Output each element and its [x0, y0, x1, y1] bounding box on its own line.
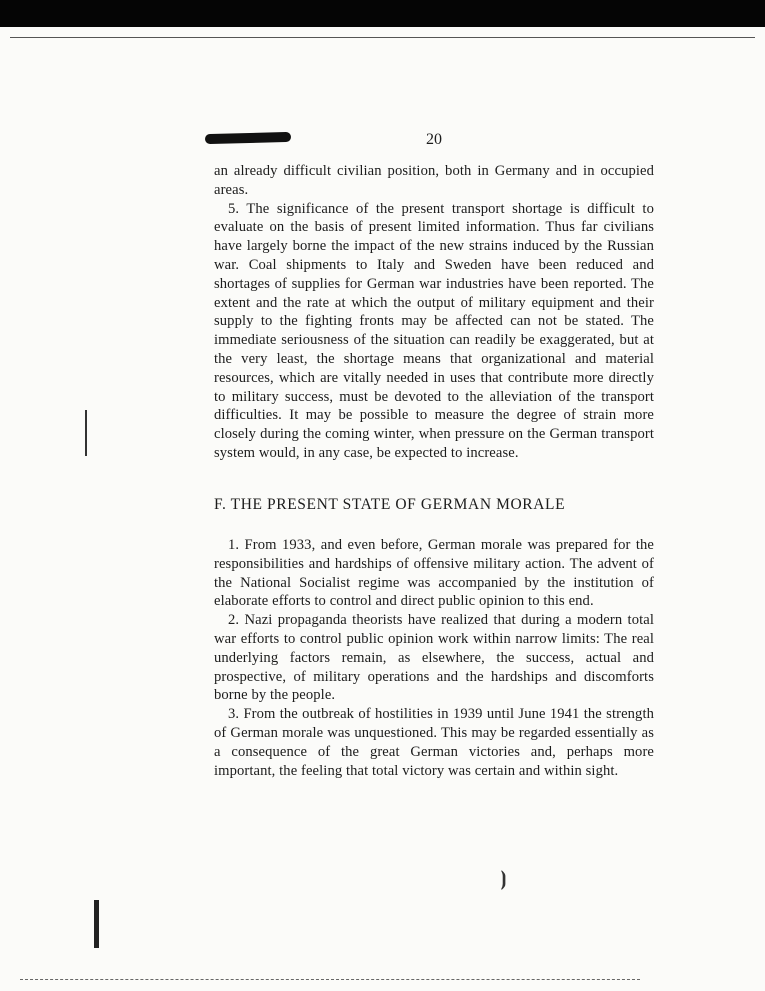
- redaction-mark: [205, 132, 291, 144]
- scan-top-border: [0, 0, 765, 27]
- text-block-morale: [214, 536, 654, 780]
- page-number: 20: [426, 131, 442, 148]
- paragraph-5: 5. The significance of the present transport shortage is difficult to evaluate on the basis of present limited information. Thus far civilians have largely borne the impact of the new strains induced by the Russian war. Coal shipments to Italy and Sweden have been reduced and shortages of supplies for German war industries have been reported. The extent and the rate at which the output of military equipment and their supply to the fighting fronts may be affected can not be stated. The immediate seriousness of the situation can readily be exaggerated, but at the very least, the shortage means that organizational and material resources, which are vitally needed in uses that contribute more directly to military success, must be devoted to the alleviation of the transport difficulties. It may be possible to measure the degree of strain more closely during the coming winter, when pressure on the German transport system would, in any case, be expected to increase.: [214, 200, 654, 461]
- paragraph-1: 1. From 1933, and even before, German morale was prepared for the responsibilities and hardships of offensive military action. The advent of the National Socialist regime was accompanied by the institution of elaborate efforts to control and direct public opinion to this end.: [214, 537, 654, 610]
- scan-stray-mark: ⦘: [500, 868, 507, 890]
- scan-bottom-rule: [20, 979, 640, 980]
- scan-top-rule: [10, 37, 755, 38]
- paragraph-3: 3. From the outbreak of hostilities in 1939 until June 1941 the strength of German morale was unquestioned. This may be regarded essentially as a consequence of the great German victories and, perhaps more important, the feeling that total victory was certain and within sight.: [214, 706, 654, 779]
- scan-margin-mark: [85, 410, 87, 456]
- paragraph-continuation: an already difficult civilian position, both in Germany and in occupied areas.: [214, 163, 654, 198]
- section-heading: F. THE PRESENT STATE OF GERMAN MORALE: [214, 496, 566, 513]
- text-block-transport: [214, 162, 654, 463]
- paragraph-2: 2. Nazi propaganda theorists have realized that during a modern total war efforts to control public opinion work within narrow limits: The real underlying factors remain, as elsewhere, the success, actual and prospective, of military operations and the hardships and discomforts borne by the people.: [214, 612, 654, 704]
- scan-margin-smudge: [94, 900, 99, 948]
